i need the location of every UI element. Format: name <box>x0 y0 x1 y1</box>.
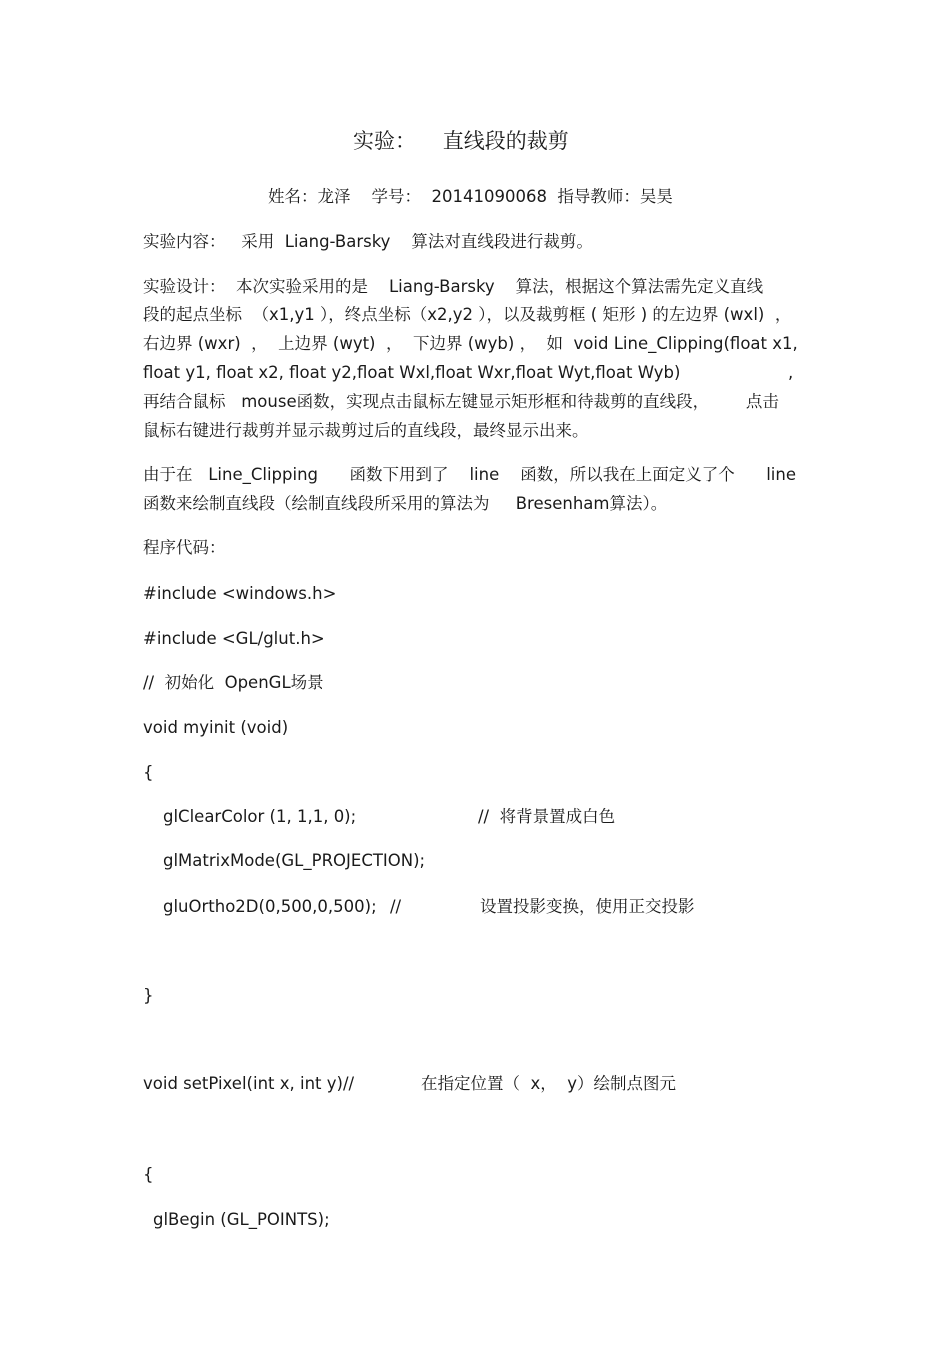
design-line-6: 鼠标右键进行裁剪并显示裁剪过后的直线段，最终显示出来。 <box>143 421 589 440</box>
design-line-4-comma: , <box>788 363 794 382</box>
code-setpixel-signature: void setPixel(int x, int y)// <box>143 1074 355 1093</box>
code-include-glut: #include <GL/glut.h> <box>143 629 325 648</box>
content-line: 实验内容： 采用 Liang-Barsky 算法对直线段进行裁剪。 <box>143 232 593 251</box>
code-include-windows: #include <windows.h> <box>143 584 337 603</box>
code-brace-open-1: { <box>143 763 154 782</box>
reason-line-1: 由于在 Line_Clipping 函数下用到了 line 函数，所以我在上面定义了个 line <box>143 465 796 484</box>
author-line: 姓名：龙泽 学号： 20141090068 指导教师：吴昊 <box>268 187 673 206</box>
code-clear-color-comment: // 将背景置成白色 <box>478 807 616 826</box>
design-line-2: 段的起点坐标 （x1,y1 ），终点坐标（x2,y2 ），以及裁剪框 ( 矩形 ) 的左边界 (wxl) ， <box>143 305 792 324</box>
code-brace-open-2: { <box>143 1165 154 1184</box>
code-heading: 程序代码： <box>143 538 226 557</box>
code-glbegin: glBegin (GL_POINTS); <box>153 1210 330 1229</box>
code-matrix-mode: glMatrixMode(GL_PROJECTION); <box>163 851 426 870</box>
code-ortho: gluOrtho2D(0,500,0,500); <box>163 897 377 916</box>
code-myinit-signature: void myinit (void) <box>143 718 289 737</box>
code-clear-color: glClearColor (1, 1,1, 0); <box>163 807 357 826</box>
design-line-4: float y1, float x2, float y2,float Wxl,float Wxr,float Wyt,float Wyb) <box>143 363 681 382</box>
code-comment-init: // 初始化 OpenGL场景 <box>143 673 324 692</box>
code-brace-close-1: } <box>143 986 154 1005</box>
reason-line-2: 函数来绘制直线段（绘制直线段所采用的算法为 Bresenham算法）。 <box>143 494 668 513</box>
design-line-5: 再结合鼠标 mouse函数，实现点击鼠标左键显示矩形框和待裁剪的直线段， 点击 <box>143 392 779 411</box>
document-title: 实验： 直线段的裁剪 <box>353 129 569 153</box>
code-ortho-slashes: // <box>390 897 402 916</box>
code-setpixel-comment: 在指定位置（ x， y）绘制点图元 <box>421 1074 677 1093</box>
design-line-3: 右边界 (wxr) ， 上边界 (wyt) ， 下边界 (wyb) ， 如 void Line_Clipping(float x1, <box>143 334 798 353</box>
design-line-1: 实验设计： 本次实验采用的是 Liang-Barsky 算法，根据这个算法需先定义直线 <box>143 277 764 296</box>
code-ortho-comment: 设置投影变换，使用正交投影 <box>480 897 695 916</box>
